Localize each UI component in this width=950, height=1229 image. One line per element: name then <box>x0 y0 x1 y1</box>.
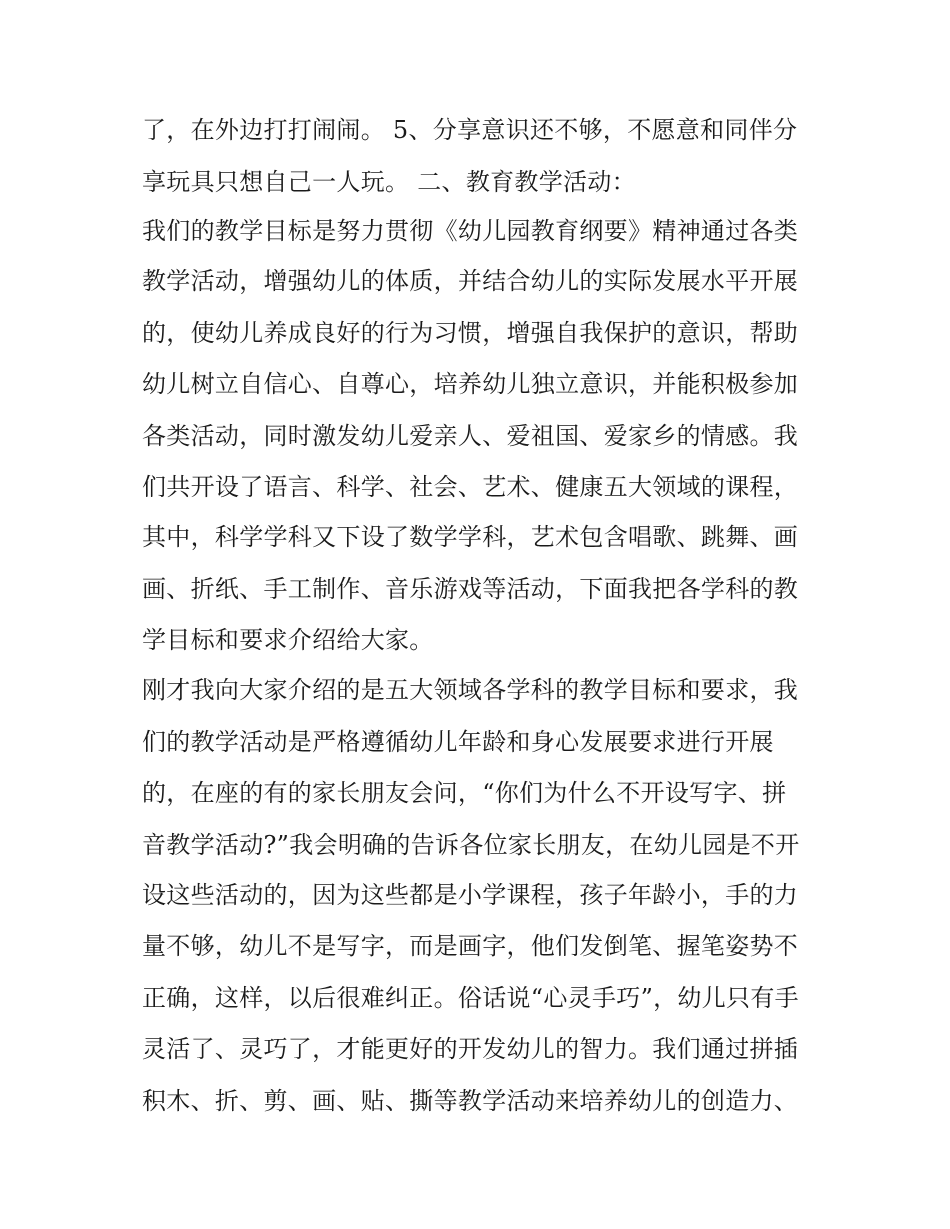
text-line: 了，在外边打打闹闹。 5、分享意识还不够，不愿意和同伴分 <box>142 116 798 144</box>
text-line: 各类活动，同时激发幼儿爱亲人、爱祖国、爱家乡的情感。我 <box>142 422 799 450</box>
text-line: 的，使幼儿养成良好的行为习惯，增强自我保护的意识，帮助 <box>142 319 799 347</box>
text-line: 享玩具只想自己一人玩。 二、教育教学活动： <box>142 168 636 196</box>
text-line: 教学活动，增强幼儿的体质，并结合幼儿的实际发展水平开展 <box>142 267 799 295</box>
text-line: 们共开设了语言、科学、社会、艺术、健康五大领域的课程， <box>142 473 799 501</box>
text-line: 正确，这样，以后很难纠正。俗话说“心灵手巧”，幼儿只有手 <box>142 984 799 1012</box>
text-line: 量不够，幼儿不是写字，而是画字，他们发倒笔、握笔姿势不 <box>142 932 799 960</box>
text-line: 幼儿树立自信心、自尊心，培养幼儿独立意识，并能积极参加 <box>142 370 799 398</box>
text-line: 们的教学活动是严格遵循幼儿年龄和身心发展要求进行开展 <box>142 728 774 756</box>
text-line: 音教学活动?”我会明确的告诉各位家长朋友，在幼儿园是不开 <box>142 831 800 859</box>
text-line: 的，在座的有的家长朋友会问，“你们为什么不开设写字、拼 <box>142 779 787 807</box>
text-line: 积木、折、剪、画、贴、撕等教学活动来培养幼儿的创造力、 <box>142 1087 799 1115</box>
text-line: 设这些活动的，因为这些都是小学课程，孩子年龄小，手的力 <box>142 881 799 909</box>
text-line: 刚才我向大家介绍的是五大领域各学科的教学目标和要求，我 <box>142 676 799 704</box>
text-line: 画、折纸、手工制作、音乐游戏等活动，下面我把各学科的教 <box>142 575 799 603</box>
text-line: 学目标和要求介绍给大家。 <box>142 626 434 654</box>
text-line: 其中，科学学科又下设了数学学科，艺术包含唱歌、跳舞、画 <box>142 523 799 551</box>
text-line: 我们的教学目标是努力贯彻《幼儿园教育纲要》精神通过各类 <box>142 217 799 245</box>
text-line: 灵活了、灵巧了，才能更好的开发幼儿的智力。我们通过拼插 <box>142 1035 799 1063</box>
